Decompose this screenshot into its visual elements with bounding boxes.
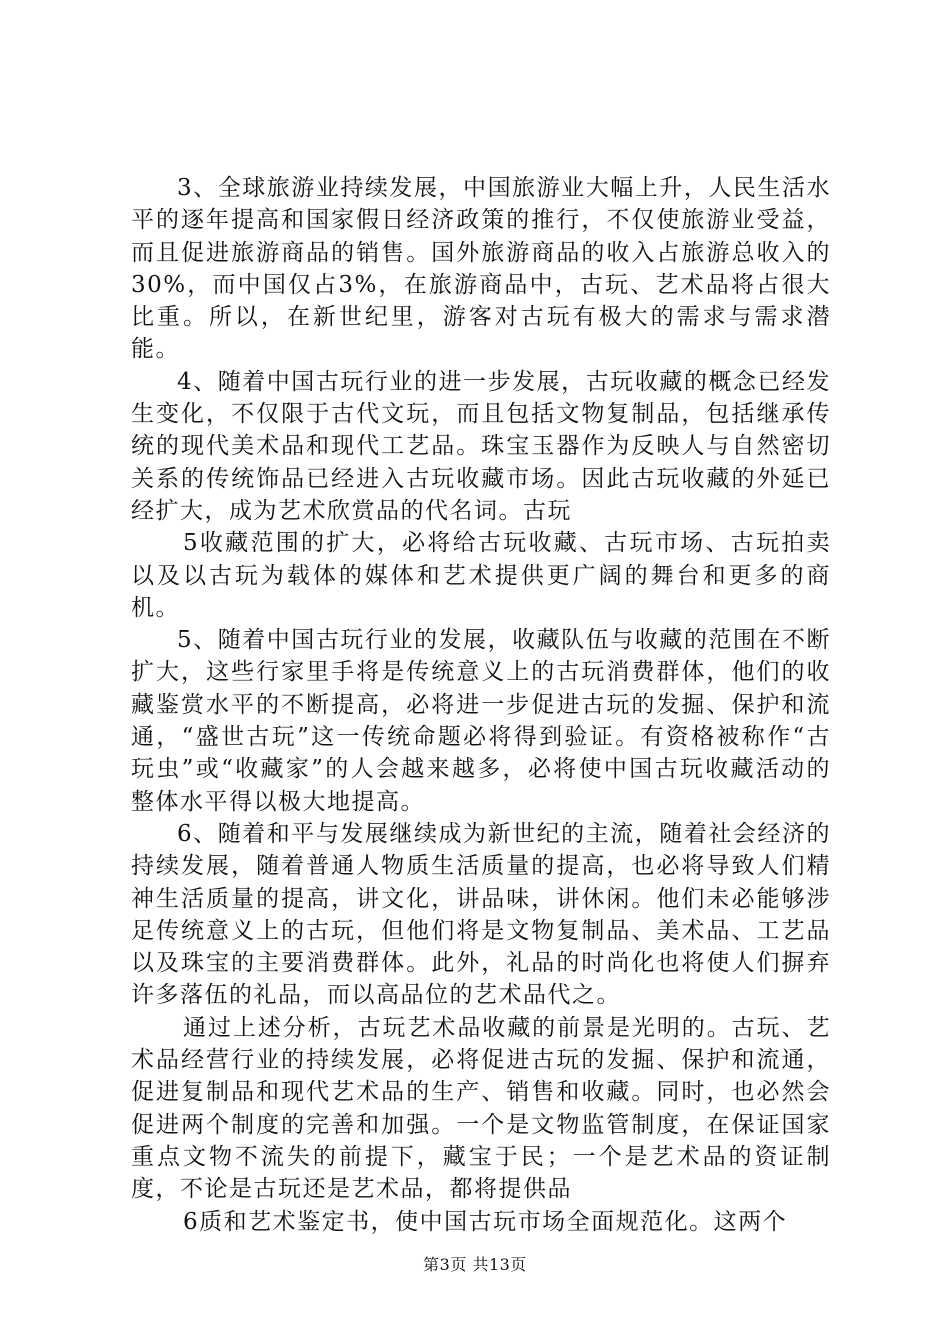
paragraph-analysis-summary: 通过上述分析，古玩艺术品收藏的前景是光明的。古玩、艺术品经营行业的持续发展，必将促进古玩的发掘、保护和流通，促进复制品和现代艺术品的生产、销售和收藏。同时，也必然会促进两个制度的完善和加强。一个是文物监管制度，在保证国家重点文物不流失的前提下，藏宝于民；一个是艺术品的资证制度，不论是古玩还是艺术品，都将提供品 <box>131 1014 831 1203</box>
paragraph-collection-scope: 5收藏范围的扩大，必将给古玩收藏、古玩市场、古玩拍卖以及以古玩为载体的媒体和艺术提供更广阔的舞台和更多的商机。 <box>131 530 831 621</box>
paragraph-appraisal: 6质和艺术鉴定书，使中国古玩市场全面规范化。这两个 <box>183 1208 788 1235</box>
document-body <box>131 172 831 1238</box>
paragraph-collectors: 5、随着中国古玩行业的发展，收藏队伍与收藏的范围在不断扩大，这些行家里手将是传统意义上的古玩消费群体，他们的收藏鉴赏水平的不断提高，必将进一步促进古玩的发掘、保护和流通，“盛世古玩”这一传统命题必将得到验证。有资格被称作“古玩虫”或“收藏家”的人会越来越多，必将使中国古玩收藏活动的整体水平得以极大地提高。 <box>131 627 831 815</box>
paragraph-spiritual-life: 6、随着和平与发展继续成为新世纪的主流，随着社会经济的持续发展，随着普通人物质生活质量的提高，也必将导致人们精神生活质量的提高，讲文化，讲品味，讲休闲。他们未必能够涉足传统意义上的古玩，但他们将是文物复制品、美术品、工艺品以及珠宝的主要消费群体。此外，礼品的时尚化也将使人们摒弃许多落伍的礼品，而以高品位的艺术品代之。 <box>131 820 831 1009</box>
page-number-footer: 第3页 共13页 <box>423 1255 527 1274</box>
paragraph-collection-concept: 4、随着中国古玩行业的进一步发展，古玩收藏的概念已经发生变化，不仅限于古代文玩，而且包括文物复制品，包括继承传统的现代美术品和现代工艺品。珠宝玉器作为反映人与自然密切关系的传统饰品已经进入古玩收藏市场。因此古玩收藏的外延已经扩大，成为艺术欣赏品的代名词。古玩 <box>131 368 831 524</box>
paragraph-tourism: 3、全球旅游业持续发展，中国旅游业大幅上升，人民生活水平的逐年提高和国家假日经济政策的推行，不仅使旅游业受益，而且促进旅游商品的销售。国外旅游商品的收入占旅游总收入的30%，而中国仅占3%，在旅游商品中，古玩、艺术品将占很大比重。所以，在新世纪里，游客对古玩有极大的需求与需求潜能。 <box>131 175 831 363</box>
